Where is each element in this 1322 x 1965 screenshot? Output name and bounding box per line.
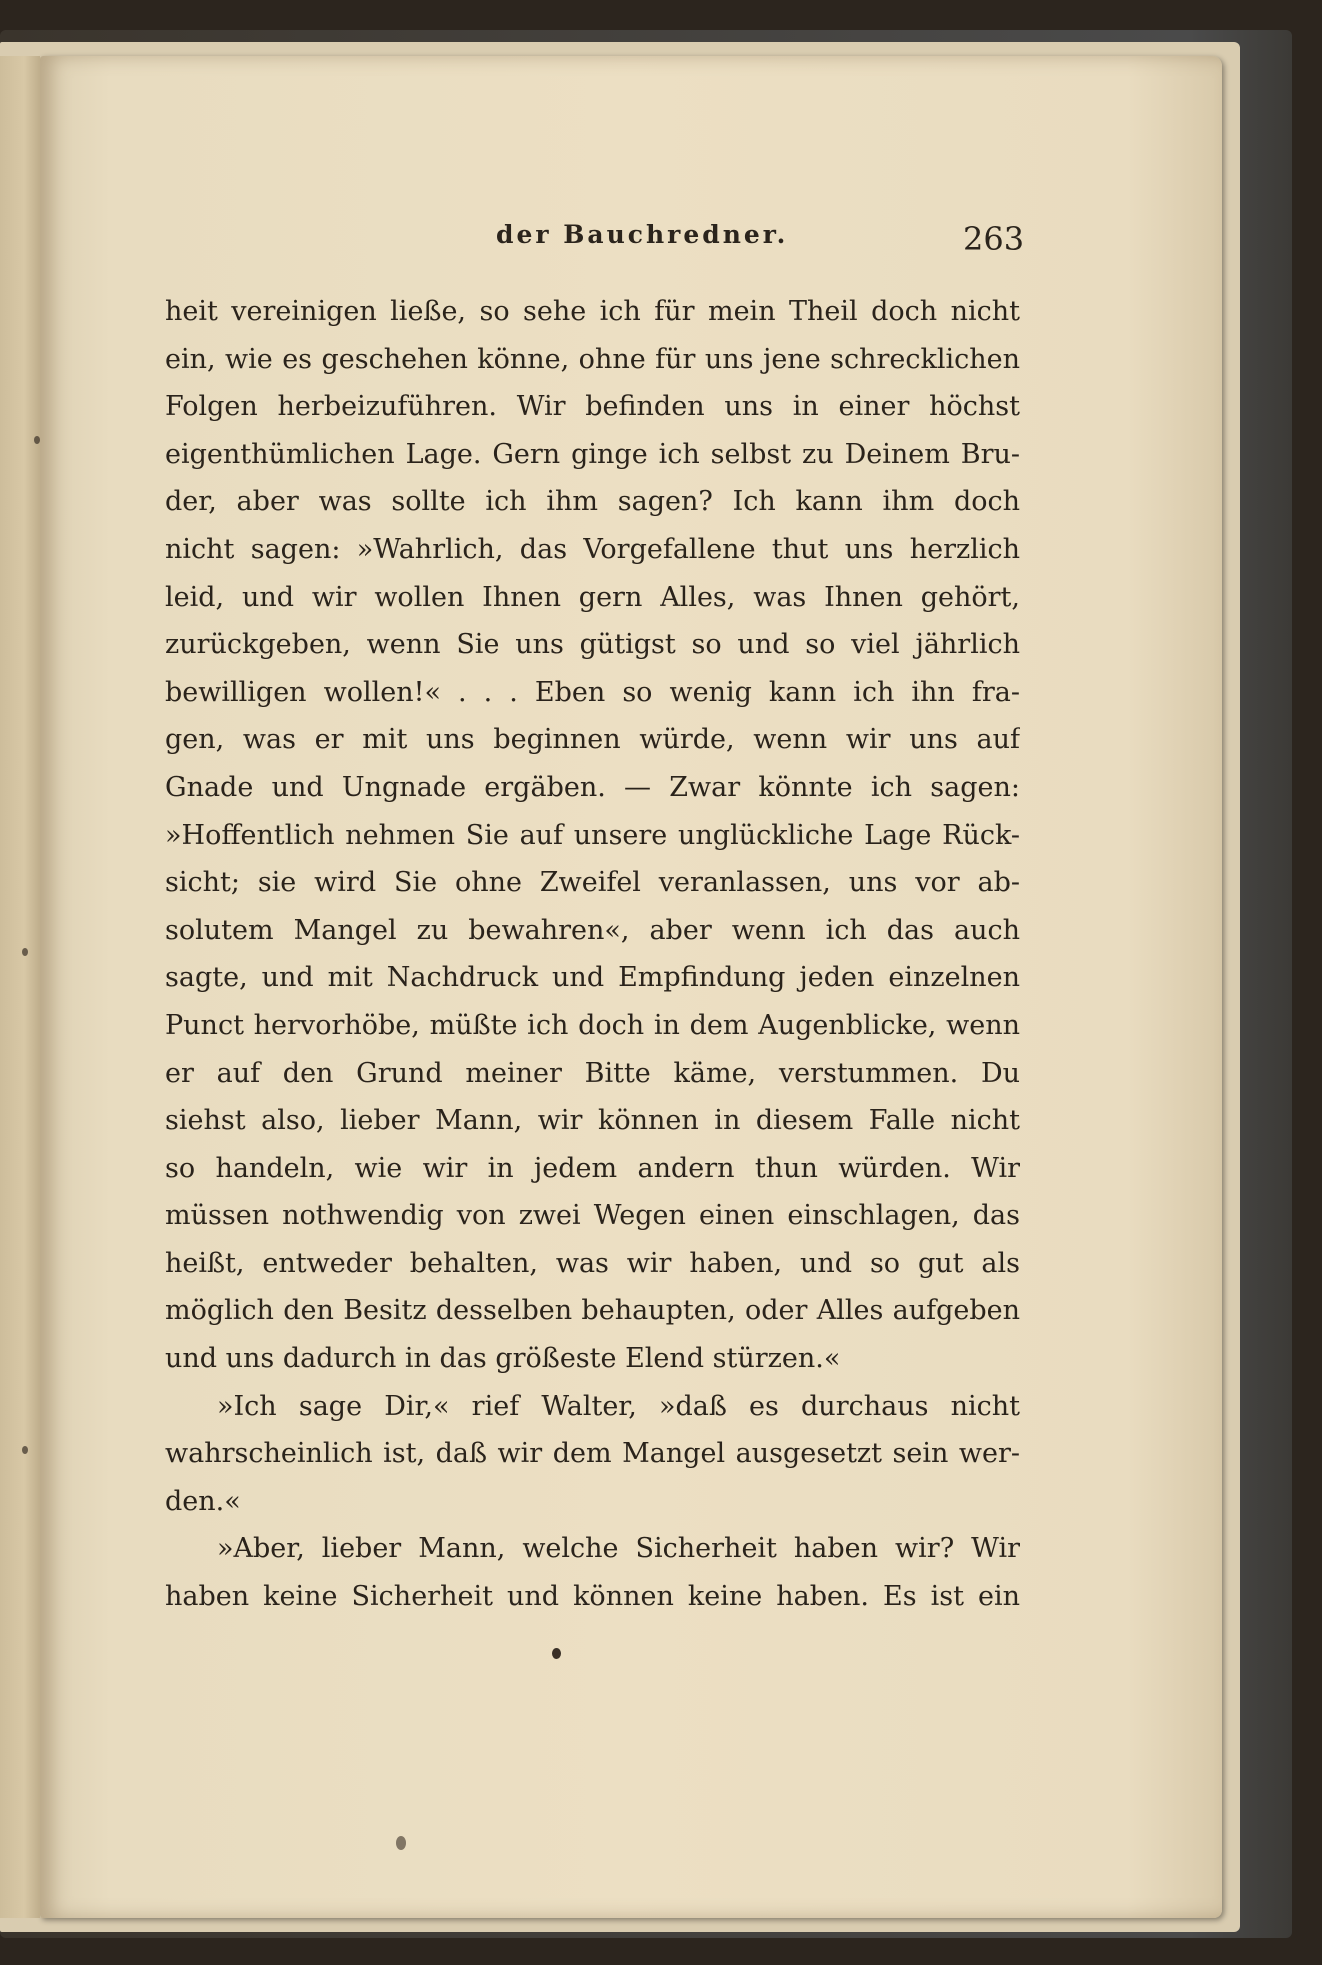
text-line: haben keine Sicherheit und können keine haben. Es ist ein bbox=[165, 1581, 1020, 1613]
text-line: bewilligen wollen!« . . . Eben so wenig kann ich ihn fra- bbox=[165, 676, 1020, 708]
text-line: und uns dadurch in das größeste Elend stürzen.« bbox=[165, 1343, 841, 1375]
text-line: er auf den Grund meiner Bitte käme, verstummen. Du bbox=[165, 1057, 1020, 1089]
text-line: solutem Mangel zu bewahren«, aber wenn ich das auch bbox=[165, 914, 1020, 946]
text-line: Folgen herbeizuführen. Wir befinden uns in einer höchst bbox=[165, 391, 1020, 423]
body-text bbox=[165, 288, 1020, 1621]
text-line: gen, was er mit uns beginnen würde, wenn wir uns auf bbox=[165, 724, 1020, 756]
text-line: Gnade und Ungnade ergäben. — Zwar könnte ich sagen: bbox=[165, 771, 1020, 803]
ink-speck bbox=[552, 1648, 561, 1659]
ink-speck bbox=[22, 948, 28, 956]
text-line: nicht sagen: »Wahrlich, das Vorgefallene thut uns herzlich bbox=[165, 533, 1020, 565]
text-line: »Ich sage Dir,« rief Walter, »daß es durchaus nicht bbox=[217, 1390, 1020, 1422]
running-title: der Bauchredner. bbox=[496, 220, 789, 249]
text-line: wahrscheinlich ist, daß wir dem Mangel ausgesetzt sein wer- bbox=[165, 1438, 1020, 1470]
text-line: »Aber, lieber Mann, welche Sicherheit haben wir? Wir bbox=[217, 1533, 1020, 1565]
ink-speck bbox=[22, 1446, 28, 1454]
page-number: 263 bbox=[963, 220, 1025, 258]
text-line: müssen nothwendig von zwei Wegen einen einschlagen, das bbox=[165, 1200, 1020, 1232]
text-line: Punct hervorhöbe, müßte ich doch in dem Augenblicke, wenn bbox=[165, 1009, 1020, 1041]
text-line: leid, und wir wollen Ihnen gern Alles, was Ihnen gehört, bbox=[165, 581, 1020, 613]
text-line: zurückgeben, wenn Sie uns gütigst so und so viel jährlich bbox=[165, 629, 1020, 661]
text-line: sicht; sie wird Sie ohne Zweifel veranlassen, uns vor ab- bbox=[165, 867, 1020, 899]
text-line: siehst also, lieber Mann, wir können in diesem Falle nicht bbox=[165, 1105, 1020, 1137]
ink-speck bbox=[34, 436, 40, 444]
text-line: möglich den Besitz desselben behaupten, oder Alles aufgeben bbox=[165, 1295, 1020, 1327]
text-line: der, aber was sollte ich ihm sagen? Ich kann ihm doch bbox=[165, 486, 1020, 518]
ink-speck bbox=[396, 1836, 406, 1850]
page-gutter bbox=[0, 56, 40, 1918]
text-line: heißt, entweder behalten, was wir haben, und so gut als bbox=[165, 1247, 1020, 1279]
text-line: heit vereinigen ließe, so sehe ich für mein Theil doch nicht bbox=[165, 296, 1020, 327]
text-line: sagte, und mit Nachdruck und Empfindung jeden einzelnen bbox=[165, 962, 1020, 994]
text-line: »Hoffentlich nehmen Sie auf unsere unglückliche Lage Rück- bbox=[165, 819, 1020, 851]
text-line: so handeln, wie wir in jedem andern thun würden. Wir bbox=[165, 1152, 1020, 1184]
text-line: eigenthümlichen Lage. Gern ginge ich selbst zu Deinem Bru- bbox=[165, 438, 1020, 470]
text-line: ein, wie es geschehen könne, ohne für uns jene schrecklichen bbox=[165, 343, 1020, 375]
text-line: den.« bbox=[165, 1485, 241, 1517]
